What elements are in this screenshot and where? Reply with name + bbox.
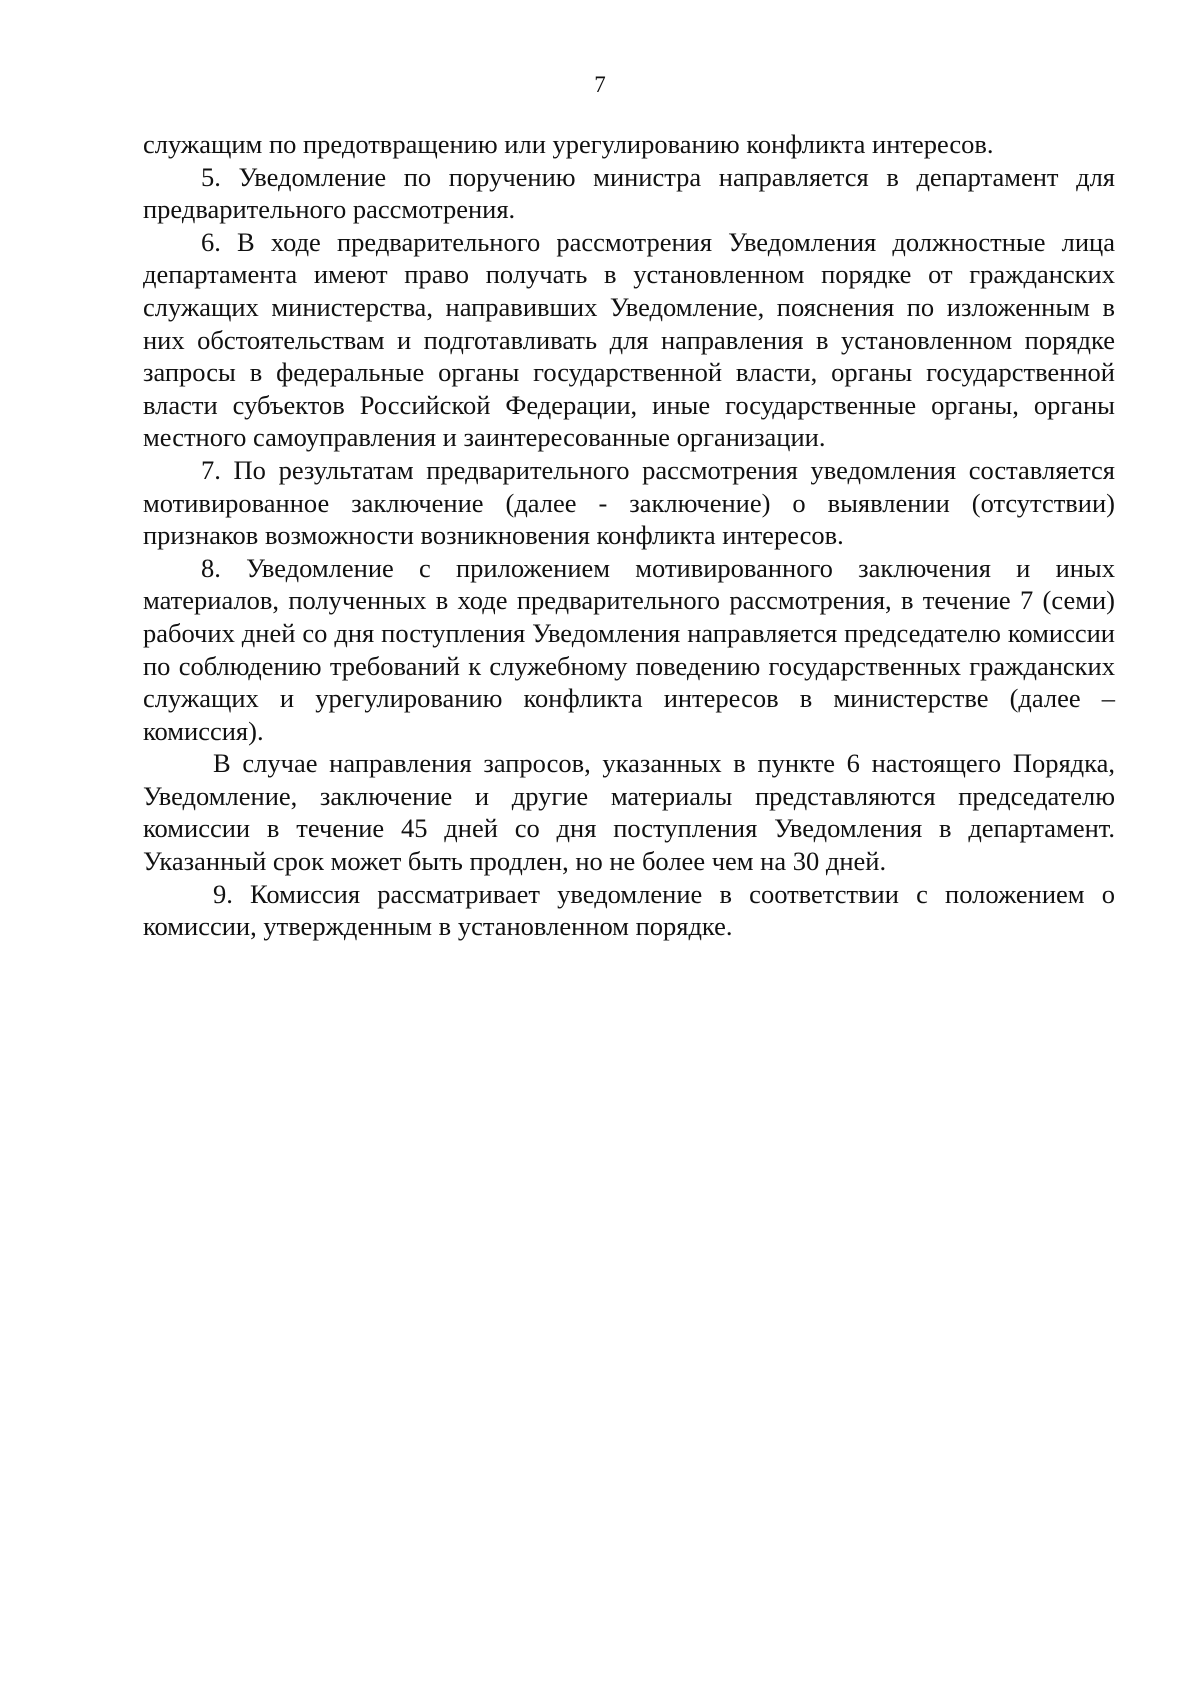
paragraph-continuation: служащим по предотвращению или урегулированию конфликта интересов. — [143, 129, 994, 159]
paragraph-item-9: 9. Комиссия рассматривает уведомление в соответствии с положением о комиссии, утвержденным в установленном порядке. — [143, 878, 1115, 942]
paragraph-item-8: 8. Уведомление с приложением мотивированного заключения и иных материалов, полученных в ходе предварительного рассмотрения, в течение 7 (семи) рабочих дней со дня поступления Уведомления направляется председателю комиссии по соблюдению требований к служебному поведению государственных гражданских служащих и урегулированию конфликта интересов в министерстве (далее – комиссия). — [143, 552, 1115, 746]
paragraph-requests-case: В случае направления запросов, указанных в пункте 6 настоящего Порядка, Уведомление, заключение и другие материалы представляются председателю комиссии в течение 45 дней со дня поступления Уведомления в департамент. Указанный срок может быть продлен, но не более чем на 30 дней. — [143, 748, 1115, 877]
page-number: 7 — [594, 72, 606, 97]
paragraph-item-5: 5. Уведомление по поручению министра направляется в департамент для предварительного рассмотрения. — [143, 161, 1115, 225]
paragraph-item-6: 6. В ходе предварительного рассмотрения Уведомления должностные лица департамента имеют право получать в установленном порядке от гражданских служащих министерства, направивших Уведомление, пояснения по изложенным в них обстоятельствам и подготавливать для направления в установленном порядке запросы в федеральные органы государственной власти, органы государственной власти субъектов Российской Федерации, иные государственные органы, органы местного самоуправления и заинтересованные организации. — [143, 226, 1115, 453]
paragraph-item-7: 7. По результатам предварительного рассмотрения уведомления составляется мотивированное заключение (далее - заключение) о выявлении (отсутствии) признаков возможности возникновения конфликта интересов. — [143, 454, 1115, 551]
document-body — [143, 128, 1115, 943]
